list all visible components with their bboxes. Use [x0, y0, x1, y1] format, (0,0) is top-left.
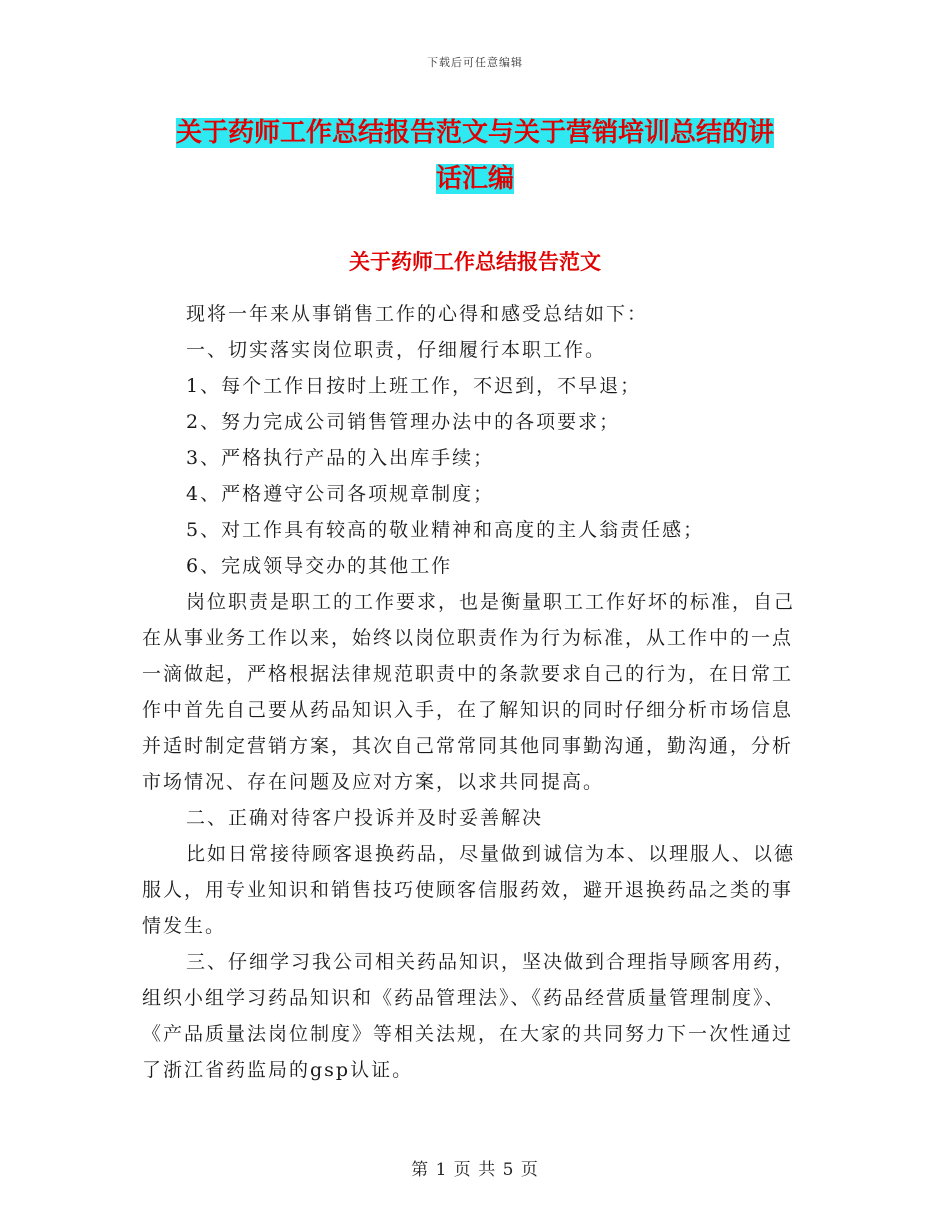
page-number: 第 1 页 共 5 页: [411, 1160, 539, 1180]
list-item: 3、严格执行产品的入出库手续；: [186, 447, 495, 469]
header-note: 下载后可任意编辑: [427, 56, 523, 69]
document-title: [120, 110, 830, 202]
paragraph-body: 岗位职责是职工的工作要求，也是衡量职工工作好坏的标准，自己在从事业务工作以来，始终以岗位职责作为行为标准，从工作中的一点一滴做起，严格根据法律规范职责中的条款要求自己的行为，在日常工作中首先自己要从药品知识入手，在了解知识的同时仔细分析市场信息并适时制定营销方案，其次自己常常同其他同事勤沟通，勤沟通，分析市场情况、存在问题及应对方案，以求共同提高。: [142, 591, 796, 793]
paragraph-heading-1: 一、切实落实岗位职责，仔细履行本职工作。: [186, 339, 607, 361]
list-item: 1、每个工作日按时上班工作，不迟到，不早退；: [186, 375, 642, 397]
paragraph-intro: 现将一年来从事销售工作的心得和感受总结如下：: [186, 303, 649, 325]
list-item: 4、严格遵守公司各项规章制度；: [186, 483, 495, 505]
title-line-1: 关于药师工作总结报告范文与关于营销培训总结的讲: [175, 118, 774, 148]
list-item: 2、努力完成公司销售管理办法中的各项要求；: [186, 411, 621, 433]
section-title: 关于药师工作总结报告范文: [349, 250, 601, 274]
list-item: 6、完成领导交办的其他工作: [186, 555, 453, 577]
list-item: 5、对工作具有较高的敬业精神和高度的主人翁责任感；: [186, 519, 705, 541]
paragraph-body: 比如日常接待顾客退换药品，尽量做到诚信为本、以理服人、以德服人，用专业知识和销售技巧使顾客信服药效，避开退换药品之类的事情发生。: [142, 843, 796, 937]
title-line-2: 话汇编: [435, 164, 514, 194]
document-body: [142, 296, 812, 1088]
paragraph-body: 三、仔细学习我公司相关药品知识，坚决做到合理指导顾客用药，组织小组学习药品知识和《药品管理法》、《药品经营质量管理制度》、《产品质量法岗位制度》等相关法规，在大家的共同努力下一次性通过了浙江省药监局的gsp认证。: [142, 951, 796, 1081]
paragraph-heading-2: 二、正确对待客户投诉并及时妥善解决: [186, 807, 544, 829]
